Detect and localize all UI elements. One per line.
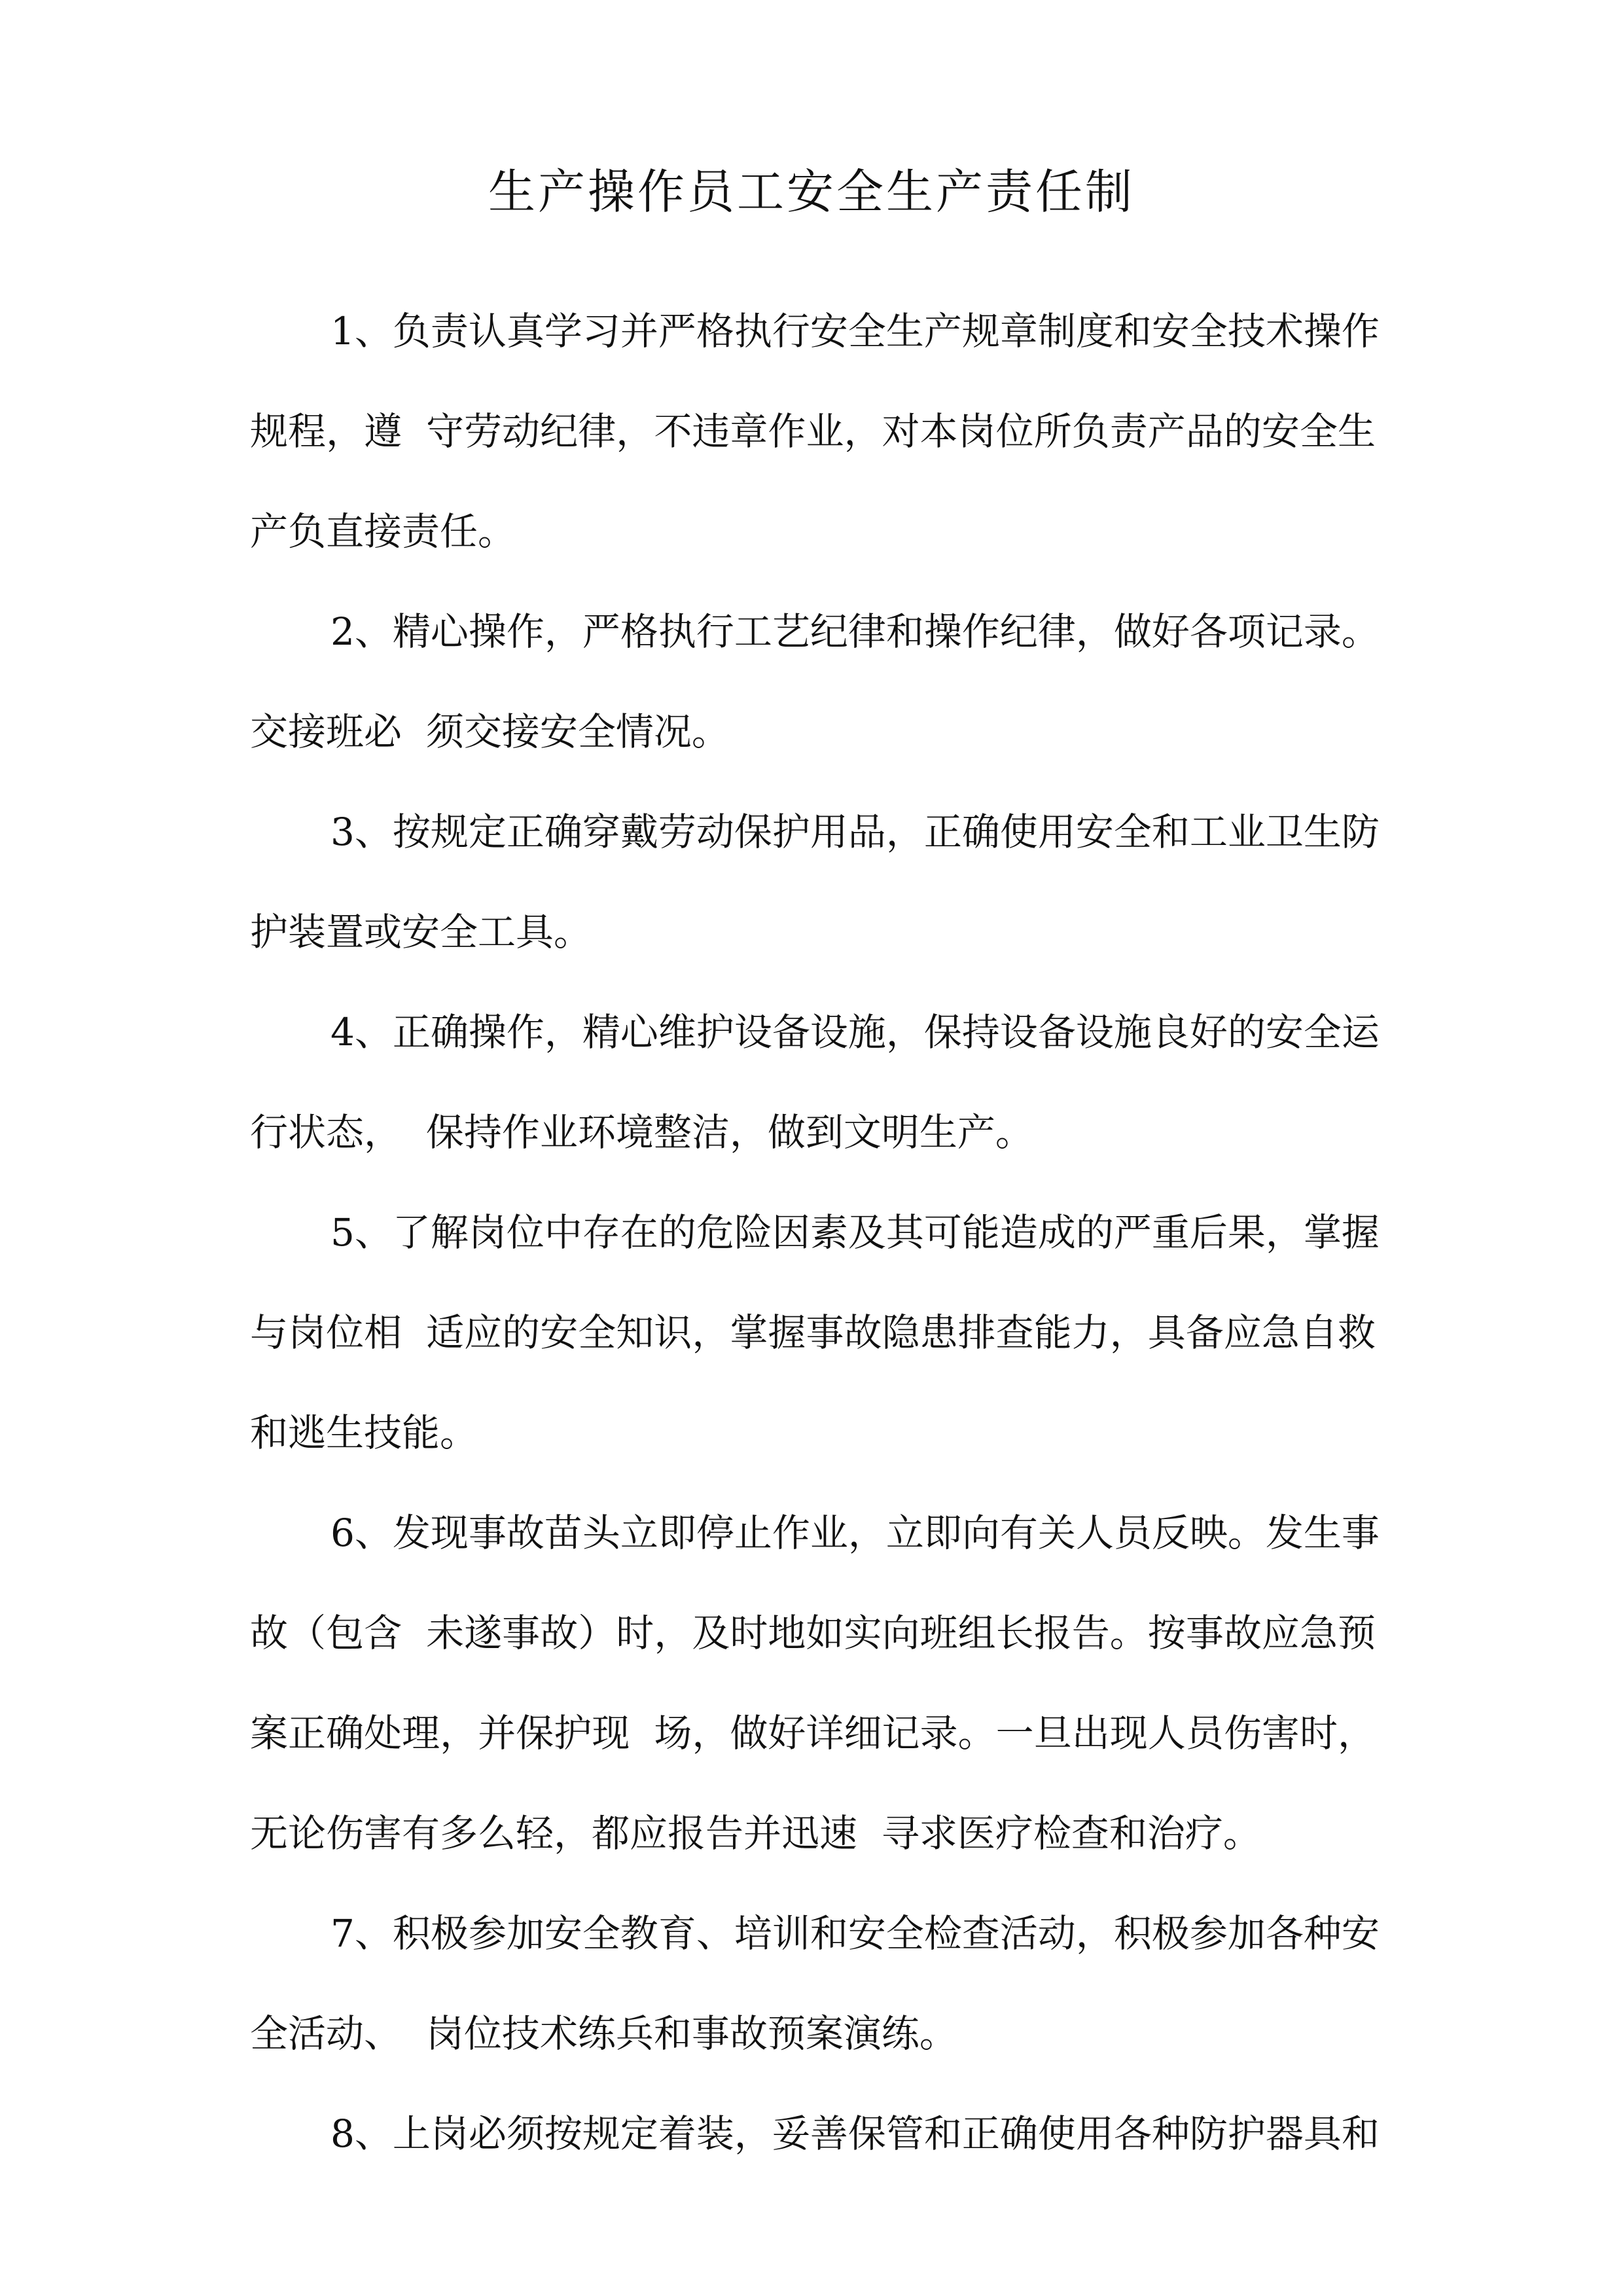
clause-3 [250, 782, 1380, 982]
clause-4 [250, 982, 1380, 1183]
clause-line: 和逃生技能。 [250, 1410, 478, 1455]
clause-7 [250, 1884, 1380, 2084]
clause-5 [250, 1183, 1380, 1483]
clause-1 [250, 281, 1380, 582]
clause-8 [250, 2084, 1380, 2184]
clause-line: 产负直接责任。 [250, 509, 516, 554]
clause-line: 6、发现事故苗头立即停止作业，立即向有关人员反映。发生事 [330, 1511, 1380, 1555]
clause-line: 护装置或安全工具。 [250, 910, 592, 954]
clause-line: 全活动、 岗位技术练兵和事故预案演练。 [250, 2011, 957, 2056]
clause-line: 行状态， 保持作业环境整洁，做到文明生产。 [250, 1110, 1033, 1155]
clause-line: 5、了解岗位中存在的危险因素及其可能造成的严重后果，掌握 [330, 1210, 1380, 1255]
clause-line: 案正确处理，并保护现 场，做好详细记录。一旦出现人员伤害时， [250, 1711, 1376, 1755]
clause-line: 1、负责认真学习并严格执行安全生产规章制度和安全技术操作 [330, 309, 1380, 353]
clause-list [250, 281, 1380, 2184]
clause-line: 规程，遵 守劳动纪律，不违章作业，对本岗位所负责产品的安全生 [250, 409, 1376, 454]
clause-line: 无论伤害有多么轻，都应报告并迅速 寻求医疗检查和治疗。 [250, 1811, 1261, 1856]
clause-line: 8、上岗必须按规定着装，妥善保管和正确使用各种防护器具和 [330, 2111, 1380, 2156]
clause-6 [250, 1483, 1380, 1884]
document-title: 生产操作员工安全生产责任制 [488, 164, 1135, 219]
clause-line: 2、精心操作，严格执行工艺纪律和操作纪律，做好各项记录。 [330, 609, 1380, 654]
clause-line: 7、积极参加安全教育、培训和安全检查活动，积极参加各种安 [330, 1911, 1380, 1956]
clause-2 [250, 582, 1380, 782]
clause-line: 故（包含 未遂事故）时，及时地如实向班组长报告。按事故应急预 [250, 1611, 1376, 1655]
clause-line: 与岗位相 适应的安全知识，掌握事故隐患排查能力，具备应急自救 [250, 1310, 1376, 1355]
clause-line: 交接班必 须交接安全情况。 [250, 709, 730, 754]
clause-line: 4、正确操作，精心维护设备设施，保持设备设施良好的安全运 [330, 1010, 1380, 1054]
clause-line: 3、按规定正确穿戴劳动保护用品，正确使用安全和工业卫生防 [330, 810, 1380, 854]
